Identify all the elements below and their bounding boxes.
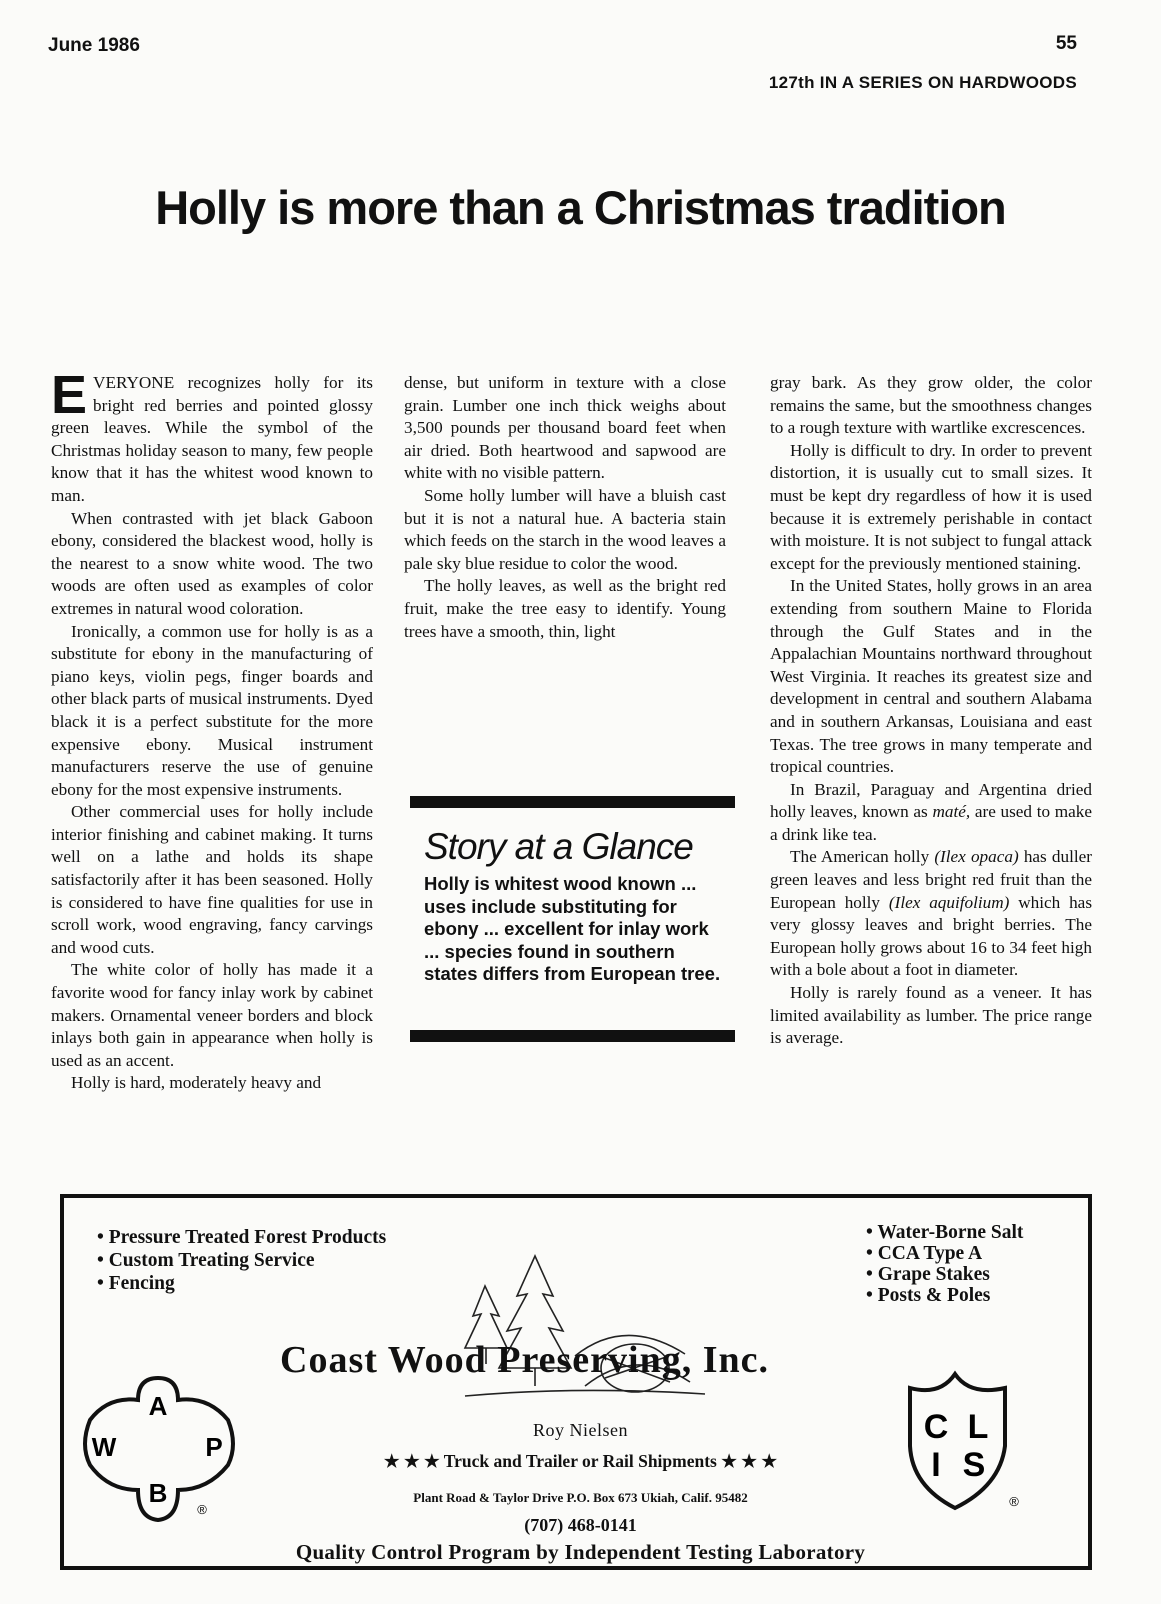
glance-title: Story at a Glance bbox=[424, 826, 693, 867]
list-item: • Grape Stakes bbox=[866, 1264, 1023, 1285]
article-paragraph: dense, but uniform in texture with a close grain. Lumber one inch thick weighs about 3,500 pounds per thousand board feet when air dried. Both heartwood and sapwood are white with no visible pattern. bbox=[404, 373, 726, 483]
clis-shield-logo bbox=[900, 1368, 1030, 1518]
series-label: 127th IN A SERIES ON HARDWOODS bbox=[768, 73, 1077, 92]
article-headline: Holly is more than a Christmas tradition bbox=[155, 181, 1006, 234]
drop-cap: E bbox=[51, 365, 88, 425]
shipping-info: ★ ★ ★ Truck and Trailer or Rail Shipments ★ ★ ★ bbox=[383, 1451, 778, 1471]
article-paragraph: Other commercial uses for holly include interior finishing and cabinet making. It turns well on a lathe and holds its shape satisfactorily after it has been seasoned. Holly is considered to have fine qualities for use in scroll work, wood engraving, fancy carvings and wood cuts. bbox=[51, 802, 373, 957]
article-paragraph: The white color of holly has made it a favorite wood for fancy inlay work by cabinet makers. Ornamental veneer borders and block inlays both gain in appearance when holly is used as an accent. bbox=[51, 960, 373, 1070]
awpb-letter-b: B bbox=[148, 1478, 168, 1508]
list-item: • Fencing bbox=[97, 1272, 386, 1295]
article-paragraph: In the United States, holly grows in an area extending from southern Maine to Florida through the Gulf States and in the Appalachian Mountains northward throughout West Virginia. It reaches its greatest size and development in central and southern Alabama and in southern Arkansas, Louisiana and east Texas. The tree grows in many temperate and tropical countries. bbox=[770, 576, 1092, 777]
list-item: • Pressure Treated Forest Products bbox=[97, 1226, 386, 1249]
article-paragraph: The American holly (Ilex opaca) has duller green leaves and less bright red fruit than the European holly (Ilex aquifolium) which has very glossy leaves and bright berries. The European holly grows about 16 to 34 feet high with a bole about a foot in diameter. bbox=[770, 847, 1093, 980]
awpb-letter-w: W bbox=[91, 1432, 117, 1462]
registered-mark: ® bbox=[197, 1502, 207, 1517]
article-paragraph: Ironically, a common use for holly is as a substitute for ebony in the manufacturing of piano keys, violin pegs, finger boards and other black parts of musical instruments. Dyed black it is a perfect substitute for the more expensive ebony. Musical instrument manufacturers reserve the use of genuine ebony for the most expensive instruments. bbox=[51, 621, 373, 799]
article-paragraph: gray bark. As they grow older, the color remains the same, but the smoothness changes to a rough texture with wartlike excrescences. bbox=[770, 373, 1092, 438]
ad-services-list bbox=[97, 1226, 386, 1295]
article-column-2 bbox=[404, 372, 726, 643]
list-item: • Water-Borne Salt bbox=[866, 1222, 1023, 1243]
clis-letter-i: I bbox=[931, 1446, 941, 1484]
awpb-logo bbox=[78, 1370, 248, 1530]
list-item: • Custom Treating Service bbox=[97, 1249, 386, 1272]
quality-statement: Quality Control Program by Independent Testing Laboratory bbox=[295, 1540, 866, 1564]
company-address: Plant Road & Taylor Drive P.O. Box 673 Ukiah, Calif. 95482 bbox=[413, 1490, 748, 1505]
awpb-letter-a: A bbox=[148, 1391, 168, 1421]
glance-bottom-rule bbox=[410, 1030, 735, 1042]
clis-letter-l: L bbox=[967, 1408, 989, 1446]
article-paragraph: Holly is difficult to dry. In order to prevent distortion, it is usually cut to small sizes. It must be kept dry regardless of how it is used because it is extremely perishable in contact with moisture. It is not subject to fungal attack except for the previously mentioned staining. bbox=[770, 440, 1092, 573]
article-paragraph: Some holly lumber will have a bluish cast but it is not a natural hue. A bacteria stain which feeds on the starch in the wood leaves a pale sky blue residue to color the wood. bbox=[404, 485, 726, 573]
pine-trees-illustration bbox=[455, 1236, 715, 1416]
article-paragraph: Holly is hard, moderately heavy and bbox=[71, 1073, 322, 1093]
registered-mark: ® bbox=[1009, 1494, 1019, 1509]
contact-name: Roy Nielsen bbox=[533, 1420, 628, 1440]
list-item: • Posts & Poles bbox=[866, 1285, 1023, 1306]
article-column-1 bbox=[51, 365, 373, 1095]
article-paragraph: In Brazil, Paraguay and Argentina dried holly leaves, known as maté, are used to make a drink like tea. bbox=[770, 779, 1092, 844]
glance-top-rule bbox=[410, 796, 735, 808]
company-phone: (707) 468-0141 bbox=[524, 1515, 637, 1535]
list-item: • CCA Type A bbox=[866, 1243, 1023, 1264]
awpb-letter-p: P bbox=[205, 1432, 223, 1462]
article-column-3 bbox=[770, 372, 1092, 1050]
page-number: 55 bbox=[1055, 33, 1077, 54]
issue-date: June 1986 bbox=[48, 35, 140, 56]
glance-summary: Holly is whitest wood known ... uses include substituting for ebony ... excellent for inlay work ... species found in southern states differs from European tree. bbox=[424, 873, 721, 985]
ad-products-list bbox=[866, 1222, 1023, 1306]
article-paragraph: EVERYONE recognizes holly for its bright red berries and pointed glossy green leaves. While the symbol of the Christmas holiday season to many, few people know that it has the whitest wood known to man. bbox=[51, 365, 373, 505]
clis-letter-c: C bbox=[923, 1408, 949, 1446]
article-paragraph: The holly leaves, as well as the bright red fruit, make the tree easy to identify. Young trees have a smooth, thin, light bbox=[404, 576, 726, 641]
clis-letter-s: S bbox=[962, 1446, 986, 1484]
article-paragraph: When contrasted with jet black Gaboon ebony, considered the blackest wood, holly is the nearest to a snow white wood. The two woods are often used as examples of color extremes in natural wood coloration. bbox=[51, 508, 373, 618]
article-paragraph: Holly is rarely found as a veneer. It has limited availability as lumber. The price range is average. bbox=[770, 983, 1092, 1048]
company-name: Coast Wood Preserving, Inc. bbox=[280, 1339, 769, 1381]
